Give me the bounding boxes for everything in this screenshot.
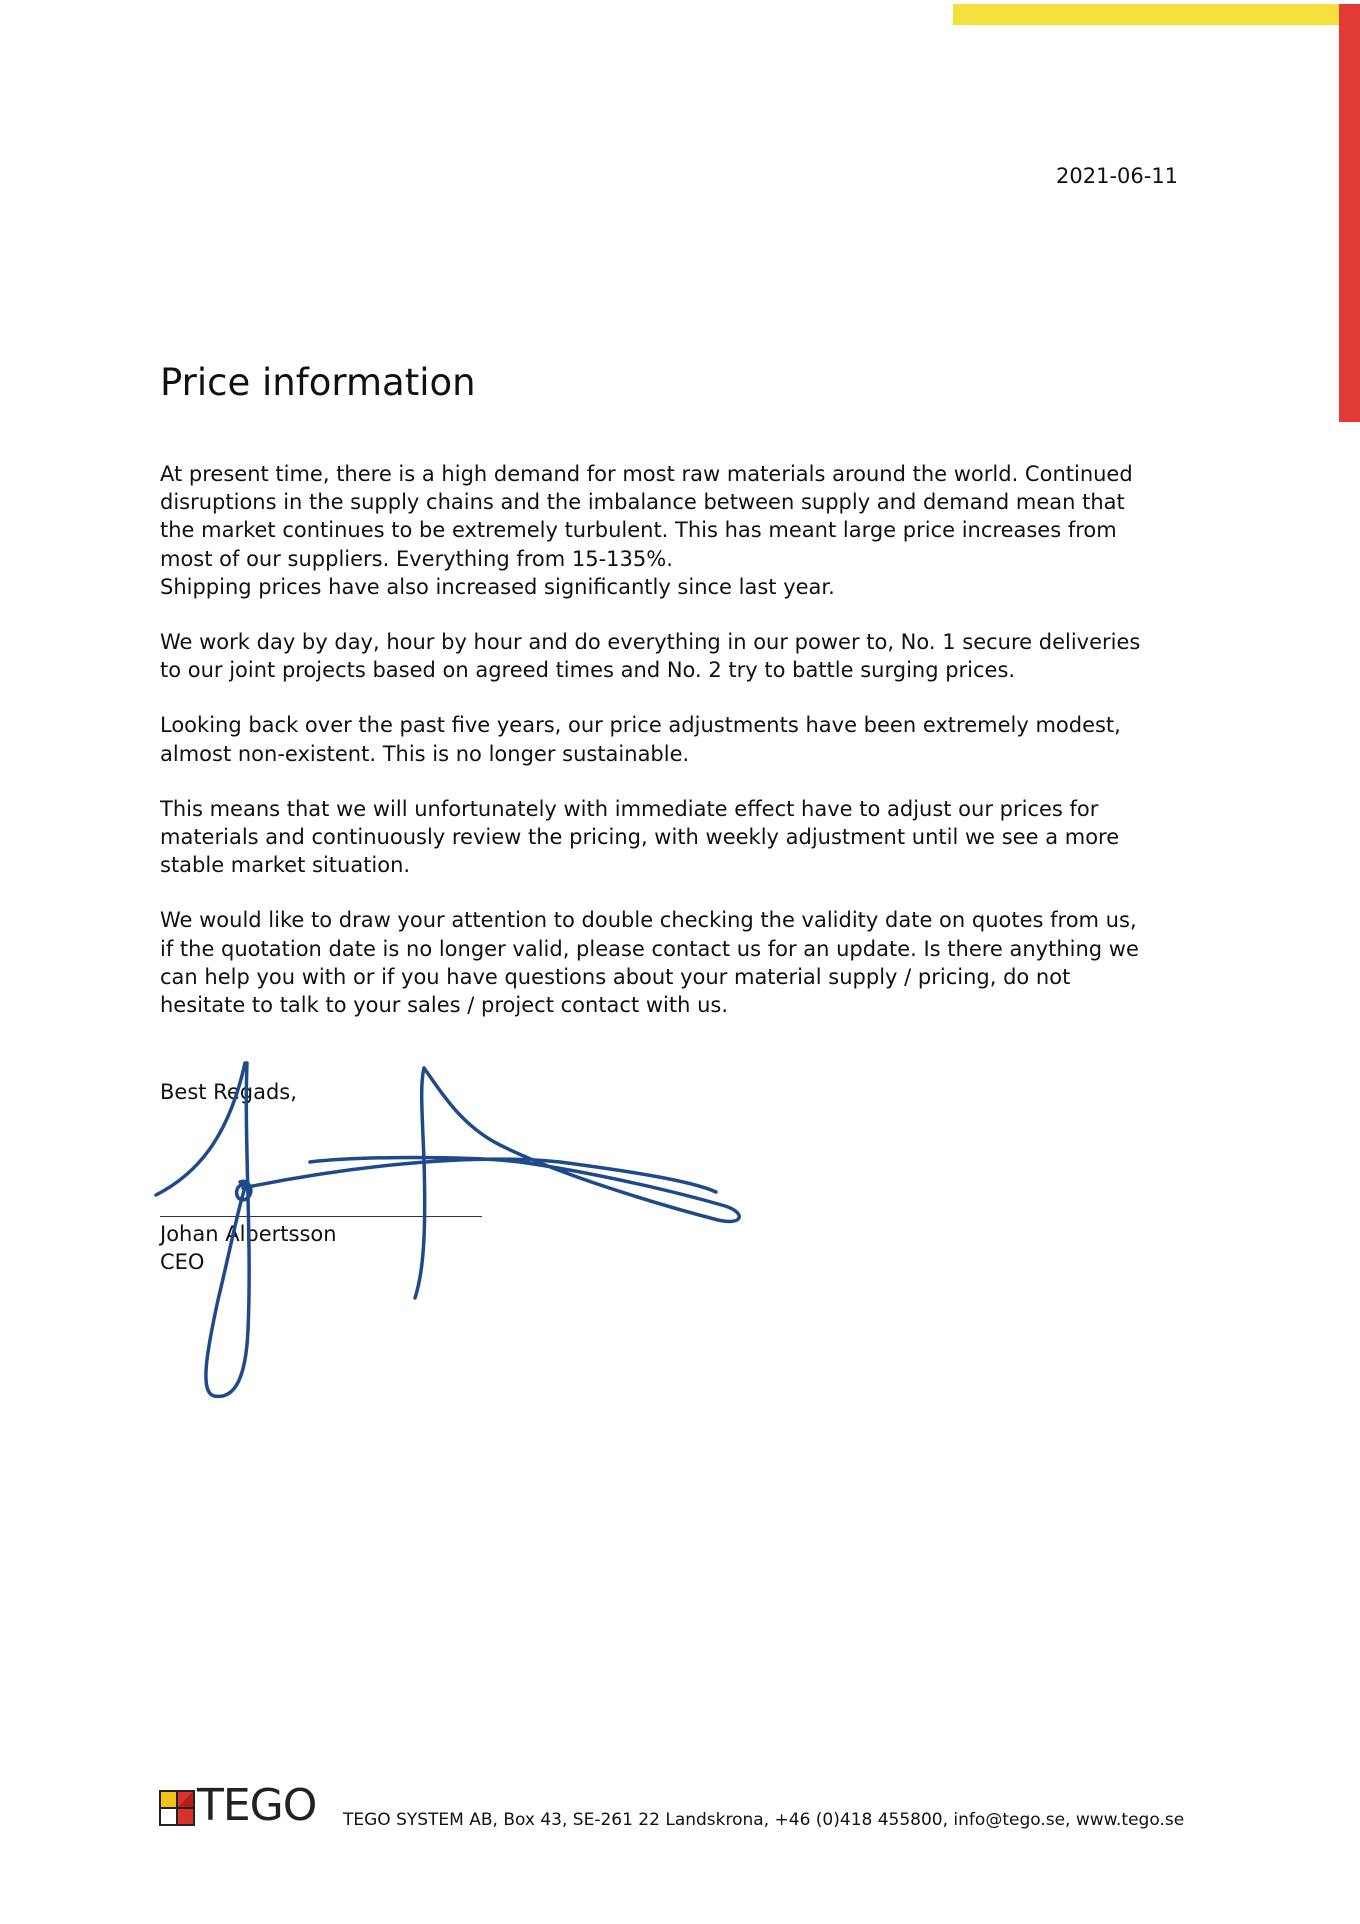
page-title: Price information	[160, 361, 476, 404]
letter-body	[160, 460, 1220, 1046]
paragraph-3: Looking back over the past five years, our price adjustments have been extremely modest, almost non-existent. This is no longer sustainable.	[160, 713, 1121, 766]
signature-line	[160, 1216, 482, 1217]
signer-name: Johan Albertsson	[160, 1222, 337, 1246]
yellow-accent-bar	[953, 4, 1360, 25]
paragraph-1: At present time, there is a high demand for most raw materials around the world. Continued disruptions in the supply chains and the imbalance between supply and demand mean that the market continues to be extremely turbulent. This has meant large price increases from most of our suppliers. Everything from 15-135%. Shipping prices have also increased significantly since last year.	[160, 462, 1133, 599]
letter-date: 2021-06-11	[1056, 164, 1179, 188]
signer-role: CEO	[160, 1250, 205, 1274]
paragraph-2: We work day by day, hour by hour and do everything in our power to, No. 1 secure deliveries to our joint projects based on agreed times and No. 2 try to battle surging prices.	[160, 630, 1141, 683]
tego-logo-icon	[159, 1790, 195, 1826]
tego-logo-text: TEGO	[197, 1780, 317, 1831]
closing-greeting: Best Regads,	[160, 1080, 297, 1104]
footer-contact: TEGO SYSTEM AB, Box 43, SE-261 22 Landskrona, +46 (0)418 455800, info@tego.se, www.tego.se	[343, 1810, 1185, 1830]
paragraph-5: We would like to draw your attention to double checking the validity date on quotes from us, if the quotation date is no longer valid, please contact us for an update. Is there anything we can help you with or if you have questions about your material supply / pricing, do not hesitate to talk to your sales / project contact with us.	[160, 908, 1139, 1018]
red-accent-bar	[1339, 4, 1360, 422]
paragraph-4: This means that we will unfortunately with immediate effect have to adjust our prices for materials and continuously review the pricing, with weekly adjustment until we see a more stable market situation.	[160, 796, 1120, 878]
